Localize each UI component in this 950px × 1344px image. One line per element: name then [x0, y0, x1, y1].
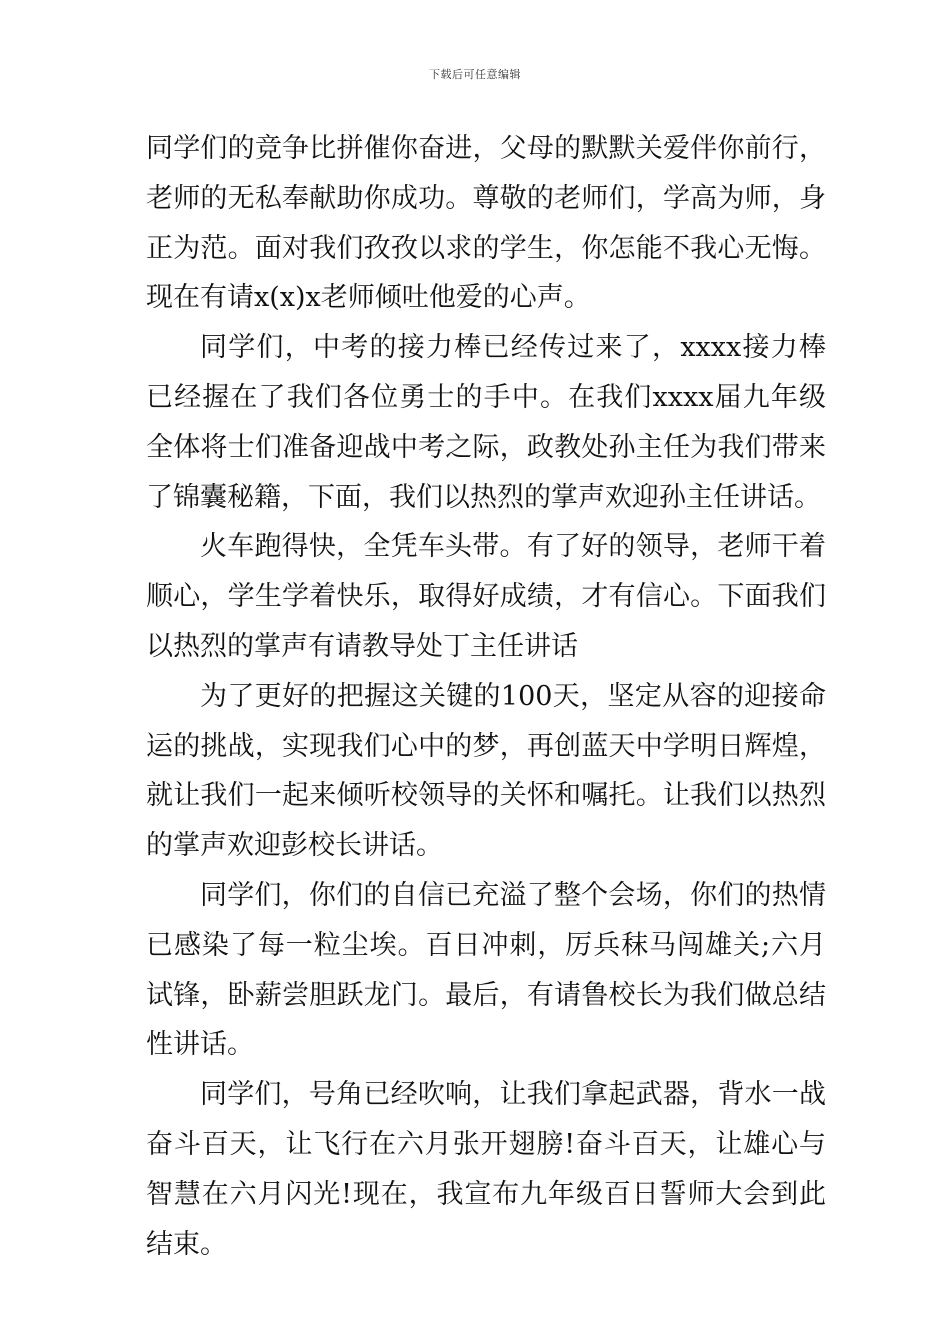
paragraph: 同学们，中考的接力棒已经传过来了，xxxx接力棒已经握在了我们各位勇士的手中。在我们xxxx届九年级全体将士们准备迎战中考之际，政教处孙主任为我们带来了锦囊秘籍，下面，我们以热烈的掌声欢迎孙主任讲话。 [146, 332, 826, 513]
paragraph: 同学们，号角已经吹响，让我们拿起武器，背水一战奋斗百天，让飞行在六月张开翅膀!奋斗百天，让雄心与智慧在六月闪光!现在，我宣布九年级百日誓师大会到此结束。 [146, 1079, 826, 1260]
paragraph: 同学们的竞争比拼催你奋进，父母的默默关爱伴你前行，老师的无私奉献助你成功。尊敬的老师们，学高为师，身正为范。面对我们孜孜以求的学生，你怎能不我心无悔。现在有请x(x)x老师倾吐他爱的心声。 [146, 133, 826, 314]
header-note: 下载后可任意编辑 [429, 68, 521, 81]
paragraph: 为了更好的把握这关键的100天，坚定从容的迎接命运的挑战，实现我们心中的梦，再创蓝天中学明日辉煌，就让我们一起来倾听校领导的关怀和嘱托。让我们以热烈的掌声欢迎彭校长讲话。 [146, 680, 826, 862]
paragraph: 同学们，你们的自信已充溢了整个会场，你们的热情已感染了每一粒尘埃。百日冲刺，厉兵秣马闯雄关;六月试锋，卧薪尝胆跃龙门。最后，有请鲁校长为我们做总结性讲话。 [146, 879, 826, 1061]
document-body [146, 124, 826, 1269]
paragraph: 火车跑得快，全凭车头带。有了好的领导，老师干着顺心，学生学着快乐，取得好成绩，才有信心。下面我们以热烈的掌声有请教导处丁主任讲话 [146, 531, 826, 662]
